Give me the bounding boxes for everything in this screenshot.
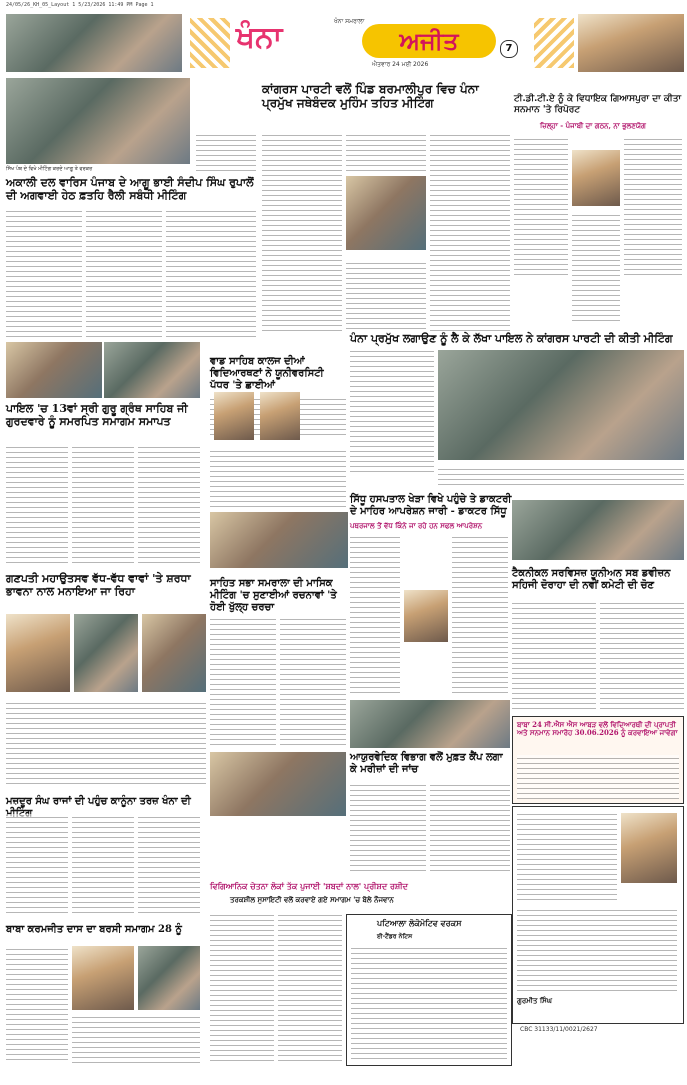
akali-meeting-photo (6, 78, 190, 164)
masthead-decoration-left (190, 18, 230, 68)
vigyan-text-col2 (278, 912, 342, 1062)
panna-headline: ਪੰਨਾ ਪ੍ਰਮੁੱਖ ਲਗਾਉਣ ਨੂੰ ਲੈ ਕੇ ਲੱਖਾ ਪਾਇਲ ਨੇ ਕਾਂਗਰਸ ਪਾਰਟੀ ਦੀ ਕੀਤੀ ਮੀਟਿੰਗ (350, 332, 673, 345)
ayurveda-text-col2 (430, 782, 510, 874)
sabha-photo (210, 752, 346, 816)
baba-photo-1 (72, 946, 134, 1010)
technical-headline: ਟੈਕਨੀਕਲ ਸਰਵਿਸਜ਼ ਯੂਨੀਅਨ ਸਬ ਡਵੀਜ਼ਨ ਸਹਿਜੀ ਦੋਰਾਹਾ ਦੀ ਨਵੀਂ ਕਮੇਟੀ ਦੀ ਚੋਣ (512, 568, 671, 591)
hospital-text-col2 (452, 534, 508, 694)
baba-text (6, 946, 68, 1064)
obituary-text-bottom (517, 907, 677, 993)
mazdoor-text-col3 (138, 814, 200, 914)
akali-text-col1 (6, 208, 82, 340)
footer-code: CBC 31133/11/0021/2627 (520, 1026, 598, 1033)
vigyan-text-col1 (210, 912, 274, 1062)
doctor-photo (404, 590, 448, 642)
gurdwara-text-col1 (6, 444, 68, 564)
student-photo-2 (260, 392, 300, 440)
tidc-person-photo (572, 150, 620, 206)
obituary-photo (621, 813, 677, 883)
tidc-subheadline: ਜ਼ਿਲ੍ਹਾ - ਪੰਜਾਬੀ ਦਾ ਗਠਨ, ਨਾ ਭੁਲਣਯੋਗ (540, 121, 646, 130)
congress-headline: ਕਾਂਗਰਸ ਪਾਰਟੀ ਵਲੋਂ ਪਿੰਡ ਬਰਮਾਲੀਪੁਰ ਵਿਚ ਪੰਨਾ ਪ੍ਰਮੁੱਖ ਜਥੇਬੰਦਕ ਮੁਹਿੰਮ ਤਹਿਤ ਮੀਟਿੰਗ (262, 82, 479, 111)
mazdoor-headline: ਮਜ਼ਦੂਰ ਸੰਘ ਰਾਜਾਂ ਦੀ ਪਹੁੰਚ ਕਾਨੂੰਨਾ ਤਰਜ਼ ਖੰਨਾ ਦੀ (6, 796, 191, 807)
panna-text-bottom (438, 466, 684, 488)
masthead-city: ਖੰਨਾ (236, 20, 283, 55)
tender-heading: ਈ-ਟੈਂਡਰ ਨੋਟਿਸ (377, 933, 413, 940)
akali-text-col3 (166, 208, 256, 340)
masthead-left-photo (6, 14, 182, 72)
gurdwara-text-col2 (72, 444, 134, 564)
tidc-headline: ਟੀ.ਡੀ.ਟੀ.ਏ ਨੂੰ ਕੇ ਵਿਧਾਇਕ ਗਿਆਸਪੁਰਾ ਦਾ ਕੀਤਾ ਸਨਮਾਨ 'ਤੇ ਰਿਪੋਰਟ (514, 94, 682, 115)
event-notice-body (517, 755, 679, 799)
baba-photo-2 (138, 946, 200, 1010)
vigyan-headline: ਵਿਗਿਆਨਿਕ ਚੇਤਨਾ ਲੋਕਾਂ ਤੱਕ ਪੁਜਾਈ 'ਸ਼ਬਦਾਂ ਨਾਲ' ਪ੍ਰੀਸ਼ਦ ਰਸ਼ੀਦ (210, 881, 408, 891)
tidc-text-col2 (624, 136, 682, 276)
page-slug: 24/05/26_KH_05_Layout 1 5/23/2026 11:49 PM Page 1 (6, 2, 154, 8)
ganpati-text (6, 700, 206, 788)
congress-text-col2 (346, 132, 426, 172)
ganpati-photo-3 (142, 614, 206, 692)
gurdwara-photo-2 (104, 342, 200, 398)
sabha-headline: ਸਾਹਿਤ ਸਭਾ ਸਮਰਾਲਾ ਦੀ ਮਾਸਿਕ ਮੀਟਿੰਗ 'ਚ ਸੁਣਾਈਆਂ ਰਚਨਾਵਾਂ 'ਤੇ ਹੋਈ ਖੁੱਲ੍ਹ ਚਰਚਾ (210, 578, 337, 613)
tidc-text-col1 (514, 136, 568, 276)
hospital-subheadline: ਪਥਰਜਾਲ ਤੋਂ ਵੱਧ ਕਿੰਨੇ ਜਾ ਰਹੇ ਹਨ ਸਫਲ ਆਪਰੇਸ਼ਨ (350, 521, 483, 530)
gurdwara-photo-1 (6, 342, 102, 398)
gurdwara-text-col3 (138, 444, 200, 564)
panna-meeting-photo (438, 350, 684, 460)
ayurveda-headline: ਆਯੁਰਵੇਦਿਕ ਵਿਭਾਗ ਵਲੋਂ ਮੁਫ਼ਤ ਕੈਂਪ ਲਗਾ ਕੇ ਮਰੀਜ਼ਾਂ ਦੀ ਜਾਂਚ (350, 752, 503, 775)
masthead-right-photo (578, 14, 684, 72)
obituary-name: ਗੁਰਮੀਤ ਸਿੰਘ (517, 996, 552, 1005)
ganpati-headline: ਗਣਪਤੀ ਮਹਾਉਤਸਵ ਵੱਧ-ਵੱਧ ਵਾਵਾਂ 'ਤੇ ਸ਼ਰਧਾ ਭਾਵਨਾ ਨਾਲ ਮਨਾਇਆ ਜਾ ਰਿਹਾ (6, 572, 191, 599)
akali-photo-caption: ਸਿੱਖ ਪੰਥ ਦੇ ਵਿਖੇ ਮੀਟਿੰਗ ਕਰਦੇ ਆਗੂ ਤੇ ਵਰਕਰ (6, 166, 93, 172)
masthead-paper-logo: ਅਜੀਤ (362, 24, 496, 58)
baba-headline: ਬਾਬਾ ਕਰਮਜੀਤ ਦਾਸ ਦਾ ਬਰਸੀ ਸਮਾਗਮ 28 ਨੂੰ (6, 924, 182, 935)
congress-text-col3 (430, 132, 510, 332)
student-photo-1 (214, 392, 254, 440)
sabha-text-col1 (210, 616, 276, 746)
mazdoor-text-col2 (72, 814, 134, 914)
technical-text-col1 (512, 600, 596, 710)
masthead-decoration-right (534, 18, 574, 68)
tender-organization: ਪਟਿਆਲਾ ਲੋਕੋਮੋਟਿਵ ਵਰਕਸ (377, 918, 462, 928)
akali-text-col2 (86, 208, 162, 340)
students-headline: ਵਾਡ ਸਾਹਿਬ ਕਾਲਜ ਦੀਆਂ ਵਿਦਿਆਰਥਣਾਂ ਨੇ ਯੂਨੀਵਰਸਿਟੀ ਪੱਧਰ 'ਤੇ ਛਾਈਆਂ (210, 356, 324, 391)
masthead-tagline: ਖੰਨਾ ਸਮਰਾਲਾ (334, 18, 365, 25)
panna-text-col1 (350, 348, 434, 476)
ayurveda-photo (350, 700, 510, 748)
tidc-text-col3 (572, 212, 620, 322)
gurdwara-headline: ਪਾਇਲ 'ਚ 13ਵਾਂ ਸ੍ਰੀ ਗੁਰੂ ਗ੍ਰੰਥ ਸਾਹਿਬ ਜੀ ਗੁਰਦਵਾਰੇ ਨੂੰ ਸਮਰਪਿਤ ਸਮਾਗਮ ਸਮਾਪਤ (6, 402, 188, 429)
page-number: 7 (500, 40, 518, 58)
hospital-headline: ਸਿੱਧੂ ਹਸਪਤਾਲ ਖੇੜਾ ਵਿਖੇ ਪਹੁੰਚੇ ਤੇ ਡਾਕਟਰੀ ਦੇ ਮਾਹਿਰ ਆਪਰੇਸ਼ਨ ਜਾਰੀ - ਡਾਕਟਰ ਸਿੱਧੂ (350, 494, 512, 517)
sabha-text-col2 (280, 616, 346, 746)
akali-headline: ਅਕਾਲੀ ਦਲ ਵਾਰਿਸ ਪੰਜਾਬ ਦੇ ਆਗੂ ਭਾਈ ਸੰਦੀਪ ਸਿੰਘ ਰੁਪਾਲੋਂ ਦੀ ਅਗਵਾਈ ਹੇਠ ਫ਼ਤਹਿ ਰੈਲੀ ਸਬੰਧੀ ਮੀਟਿੰਗ (6, 176, 254, 203)
college-photo (210, 512, 348, 568)
event-notice-text: ਬਾਬਾ 24 ਸੀ.ਐਸ ਐਸ ਆਬੜ ਵਲੋਂ ਵਿਦਿਆਰਥੀ ਦੀ ਪ੍ਰਾਪਤੀ ਅਤੇ ਸਨਮਾਨ ਸਮਾਰੋਹ 30.06.2026 ਨੂੰ ਕਰਵਾਇਆ ਜਾਵੇਗਾ (517, 720, 678, 738)
masthead-date: ਐਤਵਾਰ 24 ਮਈ 2026 (372, 61, 429, 68)
congress-text-col1 (262, 132, 342, 332)
tender-text (351, 945, 507, 1061)
obituary-text (517, 811, 617, 901)
tender-box (346, 914, 512, 1066)
ganpati-photo-1 (6, 614, 70, 692)
event-notice-box (512, 716, 684, 804)
ganpati-photo-2 (74, 614, 138, 692)
vigyan-subheadline: ਤਰਕਸ਼ੀਲ ਸੁਸਾਇਟੀ ਵਲੋਂ ਕਰਵਾਏ ਗਏ ਸਮਾਗਮ 'ਚ ਬੋਲੇ ਨੌਜਵਾਨ (230, 895, 394, 904)
congress-meeting-photo (346, 176, 426, 250)
ayurveda-text-col1 (350, 782, 426, 874)
congress-text-col0 (196, 132, 256, 172)
obituary-box (512, 806, 684, 1024)
technical-meeting-photo (512, 500, 684, 560)
technical-text-col2 (600, 600, 684, 710)
students-text-bottom (210, 448, 346, 508)
baba-text-bottom (72, 1014, 200, 1064)
mazdoor-text-col1 (6, 814, 68, 914)
congress-text-col4 (346, 260, 426, 332)
hospital-text-col1 (350, 534, 400, 694)
